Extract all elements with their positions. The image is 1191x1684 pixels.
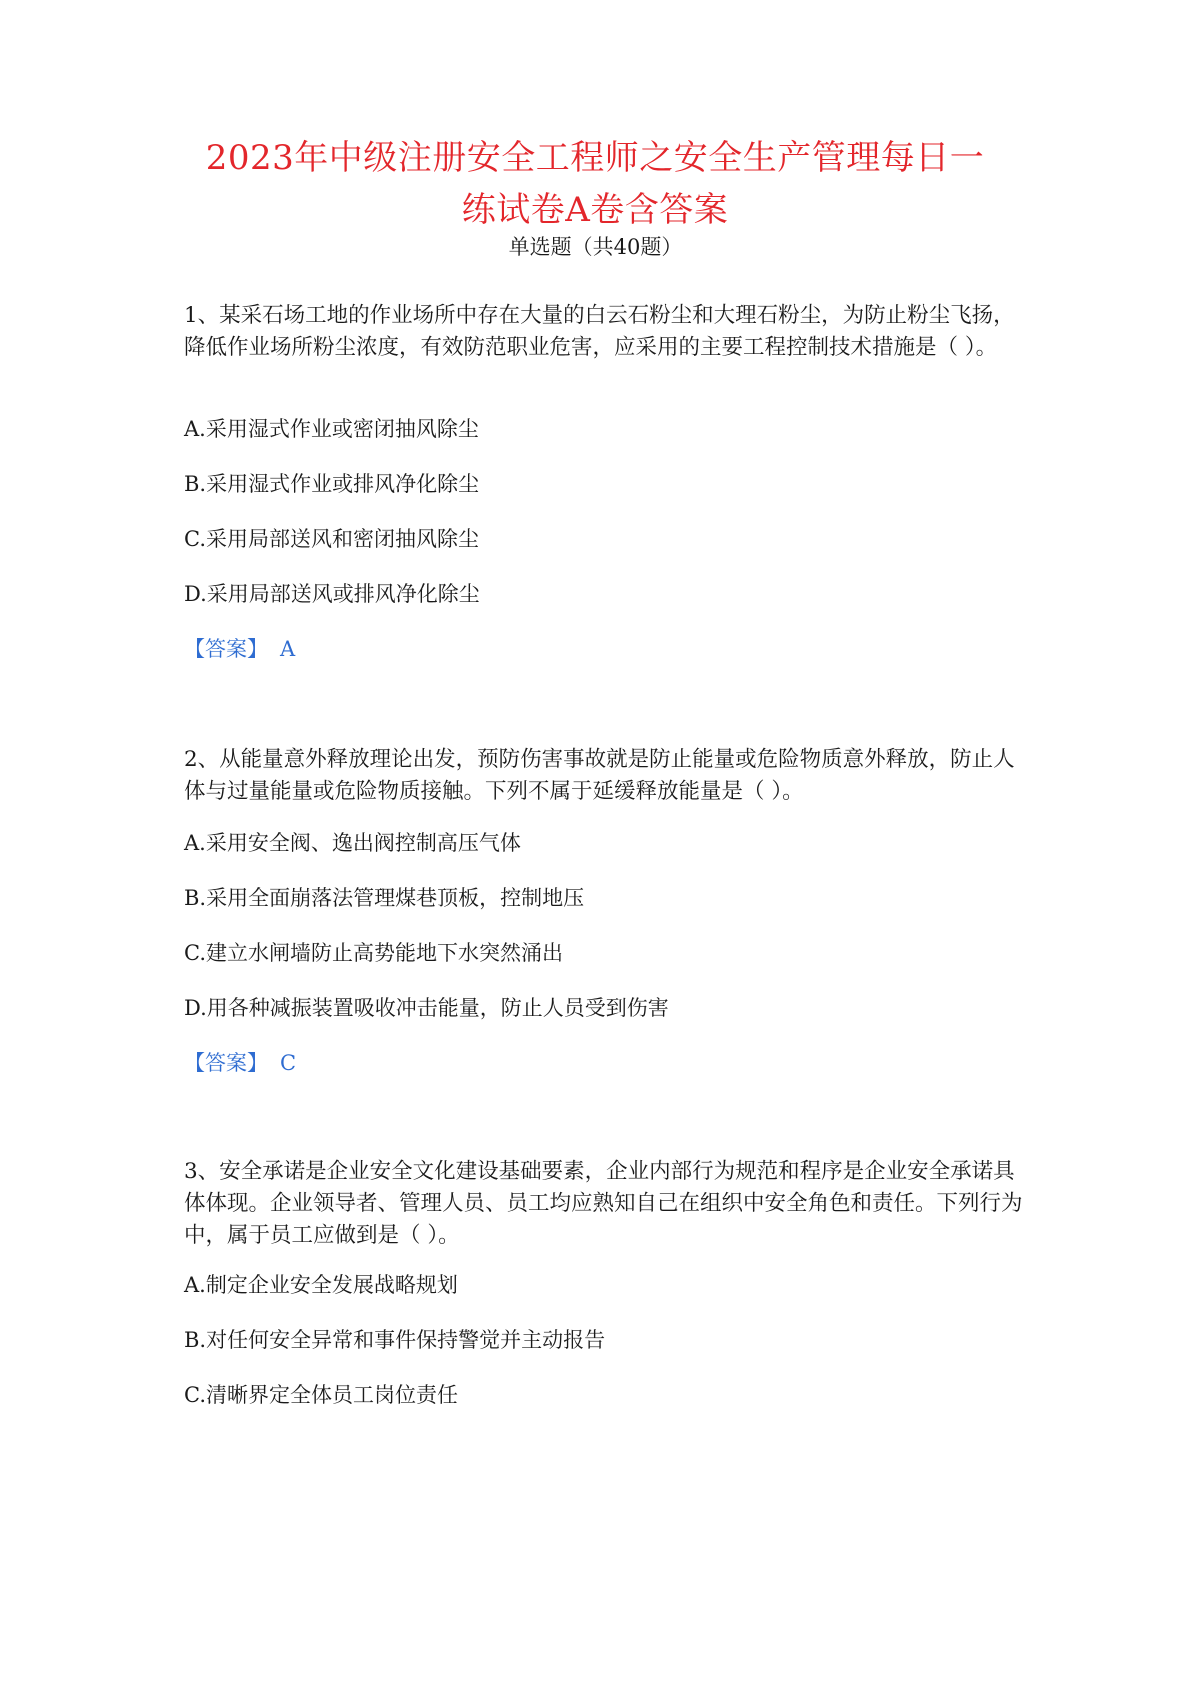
question-3-stem: 3、安全承诺是企业安全文化建设基础要素，企业内部行为规范和程序是企业安全承诺具体体现。企业领导者、管理人员、员工均应熟知自己在组织中安全角色和责任。下列行为中，属于员工应做到是（ ）。 <box>184 1159 1023 1248</box>
answer-label: 【答案】 <box>184 637 268 661</box>
question-3-option-a: A.制定企业安全发展战略规划 <box>184 1273 458 1297</box>
question-2-option-a: A.采用安全阀、逸出阀控制高压气体 <box>184 831 521 855</box>
question-1-answer <box>184 634 295 664</box>
title-line-2: 练试卷A卷含答案 <box>461 190 729 230</box>
document-title <box>150 132 1040 236</box>
question-1-option-b: B.采用湿式作业或排风净化除尘 <box>184 472 480 496</box>
question-3-option-c: C.清晰界定全体员工岗位责任 <box>184 1383 458 1407</box>
section-heading: 单选题（共40题） <box>508 235 683 259</box>
answer-value: C <box>280 1051 297 1075</box>
question-2-option-c: C.建立水闸墙防止高势能地下水突然涌出 <box>184 941 563 965</box>
question-1-option-a: A.采用湿式作业或密闭抽风除尘 <box>184 417 479 441</box>
question-1-stem: 1、某采石场工地的作业场所中存在大量的白云石粉尘和大理石粉尘，为防止粉尘飞扬，降低作业场所粉尘浓度，有效防范职业危害，应采用的主要工程控制技术措施是（ ）。 <box>184 303 1015 360</box>
question-2-option-b: B.采用全面崩落法管理煤巷顶板，控制地压 <box>184 886 585 910</box>
question-2-option-d: D.用各种减振装置吸收冲击能量，防止人员受到伤害 <box>184 996 669 1020</box>
answer-label: 【答案】 <box>184 1051 268 1075</box>
title-line-1: 2023年中级注册安全工程师之安全生产管理每日一 <box>205 138 985 178</box>
question-3-option-b: B.对任何安全异常和事件保持警觉并主动报告 <box>184 1328 606 1352</box>
question-2-stem: 2、从能量意外释放理论出发，预防伤害事故就是防止能量或危险物质意外释放，防止人体与过量能量或危险物质接触。下列不属于延缓释放能量是（ ）。 <box>184 747 1015 804</box>
question-2-answer <box>184 1048 296 1078</box>
answer-value: A <box>280 637 296 661</box>
question-1-option-c: C.采用局部送风和密闭抽风除尘 <box>184 527 479 551</box>
question-1-option-d: D.采用局部送风或排风净化除尘 <box>184 582 480 606</box>
